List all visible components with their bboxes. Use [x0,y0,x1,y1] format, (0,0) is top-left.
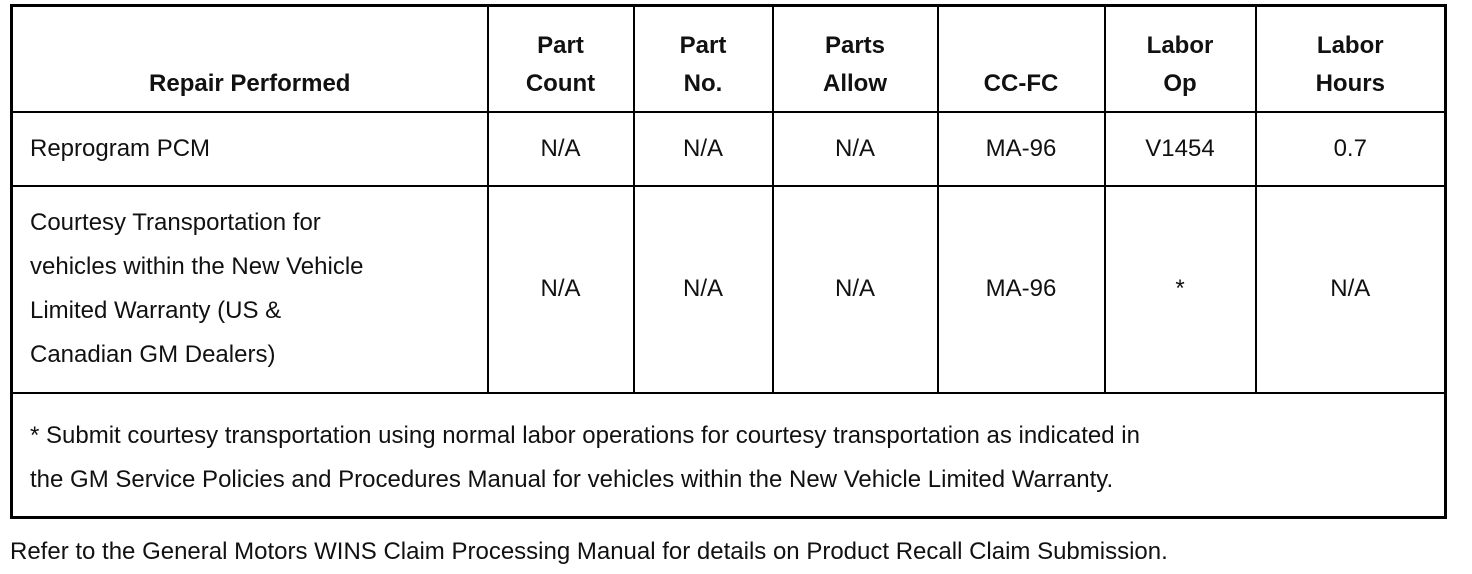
repair-performed-cell: Courtesy Transportation for vehicles within the New Vehicle Limited Warranty (US & Canadian GM Dealers) [12,186,488,393]
header-labor-hours: Labor Hours [1256,6,1446,112]
labor-op-cell: * [1105,186,1256,393]
table-row [12,186,1446,393]
recall-claim-table [10,4,1447,519]
courtesy-transportation-note: * Submit courtesy transportation using normal labor operations for courtesy transportation as indicated in the GM Service Policies and Procedures Manual for vehicles within the New Vehicle Limited Warranty. [12,393,1446,518]
part-no-cell: N/A [634,112,773,186]
header-repair-performed: Repair Performed [12,6,488,112]
part-no-cell: N/A [634,186,773,393]
cc-fc-cell: MA-96 [938,112,1105,186]
repair-performed-cell: Reprogram PCM [12,112,488,186]
labor-hours-cell: N/A [1256,186,1446,393]
labor-op-cell: V1454 [1105,112,1256,186]
part-count-cell: N/A [488,112,634,186]
cc-fc-cell: MA-96 [938,186,1105,393]
claim-processing-reference: Refer to the General Motors WINS Claim Processing Manual for details on Product Recall Claim Submission. [10,538,1168,565]
header-cc-fc: CC-FC [938,6,1105,112]
header-row [12,6,1446,112]
header-labor-op: Labor Op [1105,6,1256,112]
header-part-count: Part Count [488,6,634,112]
labor-hours-cell: 0.7 [1256,112,1446,186]
parts-allow-cell: N/A [773,186,938,393]
parts-allow-cell: N/A [773,112,938,186]
header-parts-allow: Parts Allow [773,6,938,112]
part-count-cell: N/A [488,186,634,393]
table-row [12,112,1446,186]
table-note-row [12,393,1446,518]
header-part-no: Part No. [634,6,773,112]
